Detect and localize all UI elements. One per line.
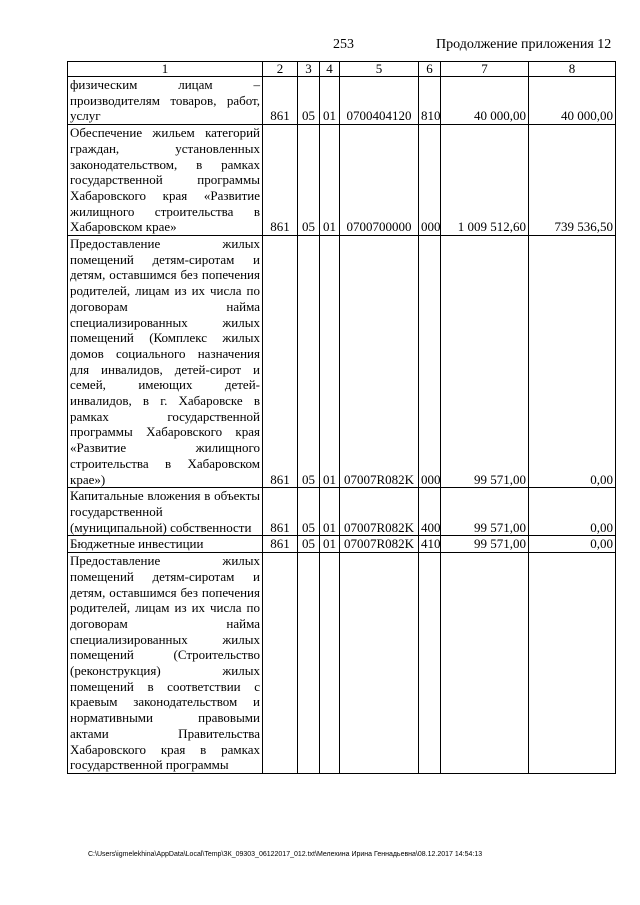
column-header: 8 (529, 62, 616, 77)
column-header: 2 (263, 62, 298, 77)
target-item-code: 07007R082K (340, 236, 419, 488)
ministry-code: 861 (263, 236, 298, 488)
row-description: Предоставление жилых помещений детям-сиротам и детям, оставшимся без попечения родителей, лицам из их числа по договорам найма специализированных жилых помещений (Строительство (реконструкция) жилых помещений в соответствии с краевым законодательством и нормативными правовыми актами Правительства Хабаровского края в рамках государственной программы (68, 553, 263, 774)
column-header-row (68, 62, 616, 77)
amount-year-2 (529, 553, 616, 774)
continuation-label: Продолжение приложения 12 (436, 37, 612, 52)
column-header: 7 (441, 62, 529, 77)
row-description: Бюджетные инвестиции (68, 536, 263, 553)
page-number: 253 (333, 37, 354, 52)
section-code: 05 (298, 236, 320, 488)
amount-year-1: 99 571,00 (441, 536, 529, 553)
section-code (298, 553, 320, 774)
table-row (68, 536, 616, 553)
target-item-code (340, 553, 419, 774)
amount-year-1: 1 009 512,60 (441, 125, 529, 236)
column-header: 4 (320, 62, 340, 77)
column-header: 1 (68, 62, 263, 77)
amount-year-2: 0,00 (529, 488, 616, 536)
column-header: 6 (419, 62, 441, 77)
table-row (68, 77, 616, 125)
expense-type-code: 810 (419, 77, 441, 125)
ministry-code: 861 (263, 125, 298, 236)
subsection-code: 01 (320, 236, 340, 488)
section-code: 05 (298, 77, 320, 125)
column-header: 3 (298, 62, 320, 77)
expense-type-code: 000 (419, 125, 441, 236)
subsection-code: 01 (320, 488, 340, 536)
amount-year-1: 99 571,00 (441, 236, 529, 488)
section-code: 05 (298, 488, 320, 536)
column-header: 5 (340, 62, 419, 77)
table-row (68, 553, 616, 774)
target-item-code: 0700404120 (340, 77, 419, 125)
row-description: Капитальные вложения в объекты государственной (муниципальной) собственности (68, 488, 263, 536)
subsection-code: 01 (320, 536, 340, 553)
target-item-code: 07007R082K (340, 488, 419, 536)
ministry-code: 861 (263, 488, 298, 536)
amount-year-2: 40 000,00 (529, 77, 616, 125)
table-row (68, 125, 616, 236)
amount-year-1: 40 000,00 (441, 77, 529, 125)
row-description: Предоставление жилых помещений детям-сиротам и детям, оставшимся без попечения родителей, лицам из их числа по договорам найма специализированных жилых помещений (Комплекс жилых домов социального назначения для инвалидов, детей-сирот и семей, имеющих детей-инвалидов, в г. Хабаровске в рамках государственной программы Хабаровского края «Развитие жилищного строительства в Хабаровском крае») (68, 236, 263, 488)
subsection-code: 01 (320, 125, 340, 236)
row-description: физическим лицам – производителям товаров, работ, услуг (68, 77, 263, 125)
amount-year-2: 0,00 (529, 236, 616, 488)
table-row (68, 488, 616, 536)
ministry-code: 861 (263, 536, 298, 553)
amount-year-1 (441, 553, 529, 774)
document-footer-path: C:\Users\igmelekhina\AppData\Local\Temp\ЗК_09303_06122017_012.txt\Мелехина Ирина Геннадьевна\08.12.2017 14:54:13 (88, 851, 483, 858)
row-description: Обеспечение жильем категорий граждан, установленных законодательством, в рамках государственной программы Хабаровского края «Развитие жилищного строительства в Хабаровском крае» (68, 125, 263, 236)
subsection-code (320, 553, 340, 774)
subsection-code: 01 (320, 77, 340, 125)
target-item-code: 0700700000 (340, 125, 419, 236)
expense-type-code: 000 (419, 236, 441, 488)
amount-year-1: 99 571,00 (441, 488, 529, 536)
ministry-code: 861 (263, 77, 298, 125)
budget-table (67, 61, 616, 774)
amount-year-2: 0,00 (529, 536, 616, 553)
section-code: 05 (298, 125, 320, 236)
target-item-code: 07007R082K (340, 536, 419, 553)
expense-type-code (419, 553, 441, 774)
expense-type-code: 410 (419, 536, 441, 553)
expense-type-code: 400 (419, 488, 441, 536)
ministry-code (263, 553, 298, 774)
amount-year-2: 739 536,50 (529, 125, 616, 236)
table-row (68, 236, 616, 488)
section-code: 05 (298, 536, 320, 553)
